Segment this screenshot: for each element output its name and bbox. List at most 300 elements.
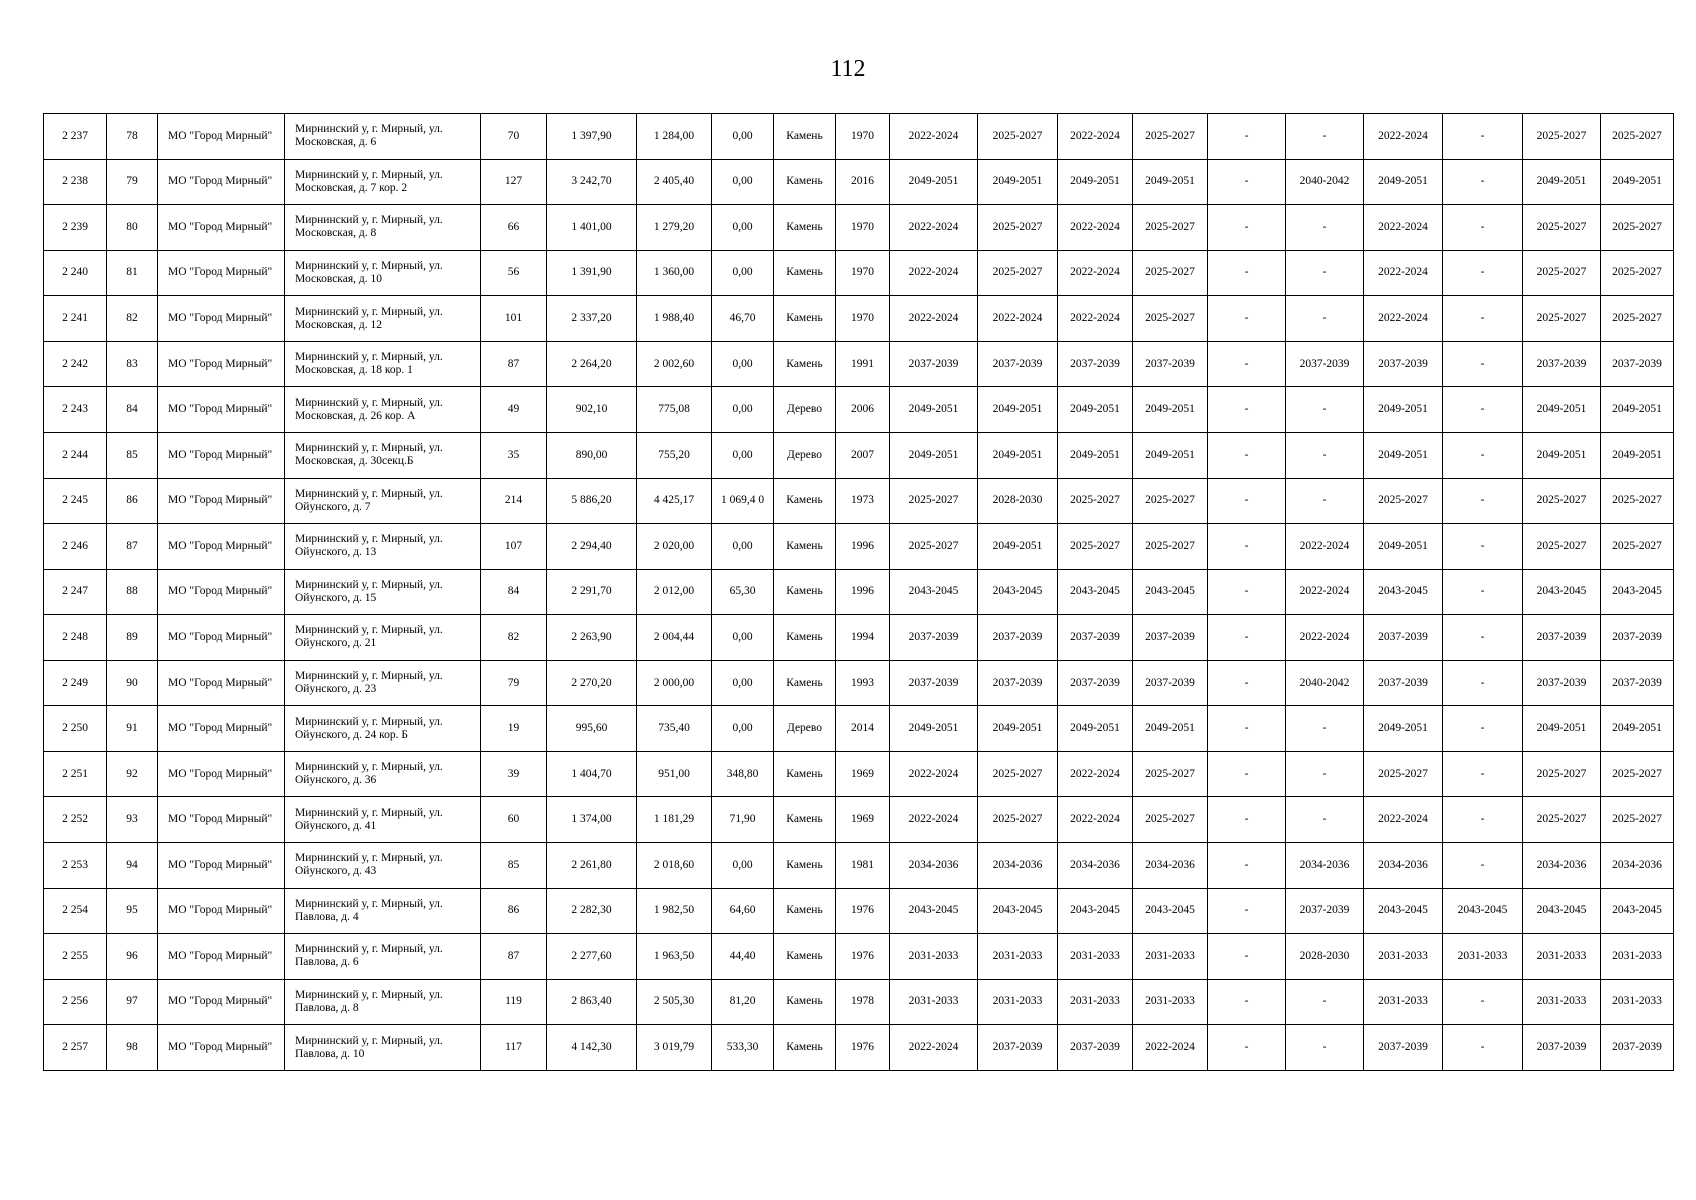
- cell-period-8: -: [1443, 114, 1523, 160]
- cell-period-9: 2025-2027: [1523, 478, 1601, 524]
- cell-municipality: МО "Город Мирный": [158, 114, 285, 160]
- cell-period-2: 2031-2033: [978, 979, 1058, 1025]
- cell-period-6: -: [1286, 250, 1364, 296]
- housing-registry-table: [43, 113, 1674, 1071]
- cell-residents-count: 82: [481, 615, 547, 661]
- cell-residents-count: 56: [481, 250, 547, 296]
- cell-period-9: 2037-2039: [1523, 615, 1601, 661]
- cell-period-3: 2022-2024: [1058, 296, 1133, 342]
- cell-wall-material: Камень: [774, 843, 836, 889]
- cell-period-8: -: [1443, 387, 1523, 433]
- cell-period-7: 2031-2033: [1364, 979, 1443, 1025]
- cell-period-2: 2034-2036: [978, 843, 1058, 889]
- cell-period-7: 2022-2024: [1364, 205, 1443, 251]
- cell-period-8: 2043-2045: [1443, 888, 1523, 934]
- cell-period-1: 2031-2033: [890, 934, 978, 980]
- cell-period-5: -: [1208, 934, 1286, 980]
- cell-residential-area: 775,08: [637, 387, 712, 433]
- cell-municipality: МО "Город Мирный": [158, 751, 285, 797]
- cell-total-area: 2 264,20: [547, 341, 637, 387]
- cell-period-5: -: [1208, 888, 1286, 934]
- cell-period-4: 2031-2033: [1133, 934, 1208, 980]
- cell-period-7: 2049-2051: [1364, 524, 1443, 570]
- cell-row-number: 2 256: [44, 979, 107, 1025]
- cell-row-number: 2 243: [44, 387, 107, 433]
- cell-residents-count: 87: [481, 341, 547, 387]
- cell-residents-count: 85: [481, 843, 547, 889]
- cell-period-6: -: [1286, 387, 1364, 433]
- cell-municipality: МО "Город Мирный": [158, 615, 285, 661]
- cell-period-4: 2022-2024: [1133, 1025, 1208, 1071]
- cell-period-7: 2043-2045: [1364, 569, 1443, 615]
- cell-municipality: МО "Город Мирный": [158, 979, 285, 1025]
- cell-municipality: МО "Город Мирный": [158, 797, 285, 843]
- cell-residential-area: 2 020,00: [637, 524, 712, 570]
- cell-period-1: 2025-2027: [890, 478, 978, 524]
- cell-municipality: МО "Город Мирный": [158, 478, 285, 524]
- cell-item-number: 83: [107, 341, 158, 387]
- cell-item-number: 97: [107, 979, 158, 1025]
- cell-row-number: 2 247: [44, 569, 107, 615]
- cell-period-8: -: [1443, 843, 1523, 889]
- cell-period-5: -: [1208, 706, 1286, 752]
- cell-period-1: 2037-2039: [890, 615, 978, 661]
- cell-address: Мирнинский у, г. Мирный, ул. Московская, д. 8: [285, 205, 481, 251]
- cell-period-3: 2031-2033: [1058, 979, 1133, 1025]
- cell-build-year: 1976: [836, 888, 890, 934]
- cell-item-number: 93: [107, 797, 158, 843]
- cell-address: Мирнинский у, г. Мирный, ул. Московская, д. 10: [285, 250, 481, 296]
- cell-period-4: 2025-2027: [1133, 751, 1208, 797]
- cell-item-number: 94: [107, 843, 158, 889]
- cell-total-area: 5 886,20: [547, 478, 637, 524]
- cell-build-year: 1969: [836, 797, 890, 843]
- table-row: [44, 114, 1674, 160]
- cell-period-2: 2028-2030: [978, 478, 1058, 524]
- cell-period-2: 2031-2033: [978, 934, 1058, 980]
- cell-period-4: 2025-2027: [1133, 524, 1208, 570]
- table-row: [44, 979, 1674, 1025]
- cell-wall-material: Камень: [774, 478, 836, 524]
- cell-nonresidential-area: 533,30: [712, 1025, 774, 1071]
- cell-wall-material: Камень: [774, 524, 836, 570]
- table-row: [44, 387, 1674, 433]
- cell-period-6: -: [1286, 1025, 1364, 1071]
- cell-period-4: 2049-2051: [1133, 706, 1208, 752]
- cell-period-6: -: [1286, 706, 1364, 752]
- cell-period-10: 2037-2039: [1601, 341, 1674, 387]
- cell-total-area: 2 261,80: [547, 843, 637, 889]
- cell-wall-material: Камень: [774, 934, 836, 980]
- cell-total-area: 3 242,70: [547, 159, 637, 205]
- cell-wall-material: Камень: [774, 751, 836, 797]
- cell-item-number: 91: [107, 706, 158, 752]
- cell-period-3: 2025-2027: [1058, 478, 1133, 524]
- cell-period-7: 2022-2024: [1364, 797, 1443, 843]
- cell-row-number: 2 248: [44, 615, 107, 661]
- cell-item-number: 81: [107, 250, 158, 296]
- cell-total-area: 4 142,30: [547, 1025, 637, 1071]
- cell-period-7: 2025-2027: [1364, 751, 1443, 797]
- cell-wall-material: Камень: [774, 341, 836, 387]
- table-row: [44, 934, 1674, 980]
- cell-total-area: 2 263,90: [547, 615, 637, 661]
- cell-residential-area: 2 000,00: [637, 660, 712, 706]
- cell-wall-material: Дерево: [774, 432, 836, 478]
- cell-wall-material: Дерево: [774, 387, 836, 433]
- cell-period-10: 2031-2033: [1601, 979, 1674, 1025]
- cell-period-10: 2025-2027: [1601, 478, 1674, 524]
- cell-address: Мирнинский у, г. Мирный, ул. Павлова, д. 6: [285, 934, 481, 980]
- cell-nonresidential-area: 0,00: [712, 660, 774, 706]
- cell-period-5: -: [1208, 159, 1286, 205]
- cell-item-number: 96: [107, 934, 158, 980]
- cell-period-8: -: [1443, 205, 1523, 251]
- cell-period-5: -: [1208, 432, 1286, 478]
- cell-nonresidential-area: 65,30: [712, 569, 774, 615]
- cell-period-10: 2025-2027: [1601, 250, 1674, 296]
- cell-period-3: 2031-2033: [1058, 934, 1133, 980]
- cell-row-number: 2 242: [44, 341, 107, 387]
- cell-municipality: МО "Город Мирный": [158, 524, 285, 570]
- cell-wall-material: Камень: [774, 615, 836, 661]
- cell-period-10: 2049-2051: [1601, 706, 1674, 752]
- cell-residential-area: 755,20: [637, 432, 712, 478]
- cell-period-5: -: [1208, 524, 1286, 570]
- cell-residents-count: 107: [481, 524, 547, 570]
- cell-period-9: 2031-2033: [1523, 934, 1601, 980]
- cell-period-4: 2049-2051: [1133, 387, 1208, 433]
- cell-municipality: МО "Город Мирный": [158, 159, 285, 205]
- cell-residential-area: 2 002,60: [637, 341, 712, 387]
- cell-total-area: 2 282,30: [547, 888, 637, 934]
- cell-period-1: 2022-2024: [890, 114, 978, 160]
- cell-address: Мирнинский у, г. Мирный, ул. Московская, д. 30секц.Б: [285, 432, 481, 478]
- cell-period-1: 2049-2051: [890, 706, 978, 752]
- cell-period-9: 2049-2051: [1523, 432, 1601, 478]
- table-row: [44, 1025, 1674, 1071]
- cell-nonresidential-area: 0,00: [712, 341, 774, 387]
- cell-address: Мирнинский у, г. Мирный, ул. Павлова, д. 4: [285, 888, 481, 934]
- cell-period-2: 2037-2039: [978, 660, 1058, 706]
- cell-municipality: МО "Город Мирный": [158, 296, 285, 342]
- cell-period-3: 2022-2024: [1058, 751, 1133, 797]
- cell-period-1: 2022-2024: [890, 1025, 978, 1071]
- cell-period-4: 2031-2033: [1133, 979, 1208, 1025]
- cell-period-1: 2049-2051: [890, 159, 978, 205]
- cell-period-9: 2025-2027: [1523, 751, 1601, 797]
- cell-municipality: МО "Город Мирный": [158, 387, 285, 433]
- cell-period-8: -: [1443, 478, 1523, 524]
- cell-row-number: 2 245: [44, 478, 107, 524]
- cell-build-year: 1976: [836, 1025, 890, 1071]
- cell-build-year: 2006: [836, 387, 890, 433]
- cell-period-10: 2025-2027: [1601, 114, 1674, 160]
- cell-residents-count: 84: [481, 569, 547, 615]
- cell-period-10: 2037-2039: [1601, 1025, 1674, 1071]
- cell-residents-count: 101: [481, 296, 547, 342]
- cell-period-2: 2025-2027: [978, 114, 1058, 160]
- cell-period-7: 2037-2039: [1364, 341, 1443, 387]
- cell-nonresidential-area: 0,00: [712, 615, 774, 661]
- cell-period-1: 2034-2036: [890, 843, 978, 889]
- cell-period-6: -: [1286, 979, 1364, 1025]
- cell-period-4: 2043-2045: [1133, 888, 1208, 934]
- cell-residential-area: 1 181,29: [637, 797, 712, 843]
- cell-period-8: -: [1443, 159, 1523, 205]
- cell-total-area: 1 374,00: [547, 797, 637, 843]
- cell-residents-count: 66: [481, 205, 547, 251]
- cell-municipality: МО "Город Мирный": [158, 250, 285, 296]
- cell-row-number: 2 250: [44, 706, 107, 752]
- cell-period-2: 2043-2045: [978, 569, 1058, 615]
- cell-build-year: 1969: [836, 751, 890, 797]
- cell-period-5: -: [1208, 250, 1286, 296]
- cell-period-1: 2049-2051: [890, 432, 978, 478]
- cell-period-9: 2049-2051: [1523, 706, 1601, 752]
- cell-period-6: -: [1286, 432, 1364, 478]
- cell-period-4: 2025-2027: [1133, 114, 1208, 160]
- cell-municipality: МО "Город Мирный": [158, 205, 285, 251]
- cell-period-10: 2049-2051: [1601, 387, 1674, 433]
- cell-period-4: 2025-2027: [1133, 478, 1208, 524]
- cell-total-area: 890,00: [547, 432, 637, 478]
- table-row: [44, 797, 1674, 843]
- cell-period-8: -: [1443, 660, 1523, 706]
- cell-period-9: 2049-2051: [1523, 159, 1601, 205]
- cell-item-number: 88: [107, 569, 158, 615]
- table-row: [44, 478, 1674, 524]
- cell-period-3: 2034-2036: [1058, 843, 1133, 889]
- cell-period-1: 2022-2024: [890, 296, 978, 342]
- cell-period-9: 2025-2027: [1523, 205, 1601, 251]
- cell-residential-area: 1 360,00: [637, 250, 712, 296]
- cell-address: Мирнинский у, г. Мирный, ул. Московская, д. 7 кор. 2: [285, 159, 481, 205]
- cell-period-8: -: [1443, 569, 1523, 615]
- cell-nonresidential-area: 0,00: [712, 706, 774, 752]
- cell-wall-material: Камень: [774, 296, 836, 342]
- cell-address: Мирнинский у, г. Мирный, ул. Ойунского, д. 41: [285, 797, 481, 843]
- cell-period-2: 2025-2027: [978, 797, 1058, 843]
- cell-nonresidential-area: 44,40: [712, 934, 774, 980]
- cell-period-8: -: [1443, 432, 1523, 478]
- cell-period-3: 2037-2039: [1058, 1025, 1133, 1071]
- cell-row-number: 2 249: [44, 660, 107, 706]
- cell-period-10: 2025-2027: [1601, 296, 1674, 342]
- cell-period-8: -: [1443, 751, 1523, 797]
- cell-build-year: 1970: [836, 205, 890, 251]
- cell-residential-area: 735,40: [637, 706, 712, 752]
- cell-period-4: 2025-2027: [1133, 296, 1208, 342]
- cell-period-1: 2037-2039: [890, 341, 978, 387]
- cell-build-year: 1978: [836, 979, 890, 1025]
- cell-address: Мирнинский у, г. Мирный, ул. Московская, д. 6: [285, 114, 481, 160]
- table-row: [44, 432, 1674, 478]
- cell-period-7: 2034-2036: [1364, 843, 1443, 889]
- cell-residential-area: 4 425,17: [637, 478, 712, 524]
- cell-nonresidential-area: 348,80: [712, 751, 774, 797]
- cell-municipality: МО "Город Мирный": [158, 660, 285, 706]
- cell-total-area: 2 270,20: [547, 660, 637, 706]
- cell-period-10: 2025-2027: [1601, 751, 1674, 797]
- cell-period-10: 2037-2039: [1601, 660, 1674, 706]
- table-row: [44, 843, 1674, 889]
- cell-period-7: 2037-2039: [1364, 660, 1443, 706]
- cell-wall-material: Камень: [774, 979, 836, 1025]
- cell-period-4: 2037-2039: [1133, 660, 1208, 706]
- cell-period-3: 2025-2027: [1058, 524, 1133, 570]
- cell-period-9: 2031-2033: [1523, 979, 1601, 1025]
- cell-period-10: 2043-2045: [1601, 569, 1674, 615]
- cell-municipality: МО "Город Мирный": [158, 341, 285, 387]
- cell-address: Мирнинский у, г. Мирный, ул. Ойунского, д. 15: [285, 569, 481, 615]
- cell-item-number: 86: [107, 478, 158, 524]
- cell-period-7: 2022-2024: [1364, 114, 1443, 160]
- cell-item-number: 87: [107, 524, 158, 570]
- cell-period-3: 2022-2024: [1058, 114, 1133, 160]
- cell-residents-count: 127: [481, 159, 547, 205]
- cell-residential-area: 1 279,20: [637, 205, 712, 251]
- cell-item-number: 79: [107, 159, 158, 205]
- cell-period-7: 2022-2024: [1364, 250, 1443, 296]
- table-row: [44, 888, 1674, 934]
- cell-period-6: -: [1286, 205, 1364, 251]
- cell-period-5: -: [1208, 387, 1286, 433]
- cell-total-area: 995,60: [547, 706, 637, 752]
- cell-period-7: 2025-2027: [1364, 478, 1443, 524]
- cell-nonresidential-area: 0,00: [712, 432, 774, 478]
- cell-period-5: -: [1208, 843, 1286, 889]
- cell-period-3: 2043-2045: [1058, 569, 1133, 615]
- cell-address: Мирнинский у, г. Мирный, ул. Ойунского, д. 36: [285, 751, 481, 797]
- cell-total-area: 2 863,40: [547, 979, 637, 1025]
- cell-period-10: 2031-2033: [1601, 934, 1674, 980]
- cell-build-year: 2016: [836, 159, 890, 205]
- cell-total-area: 2 277,60: [547, 934, 637, 980]
- cell-period-2: 2049-2051: [978, 432, 1058, 478]
- cell-address: Мирнинский у, г. Мирный, ул. Московская, д. 18 кор. 1: [285, 341, 481, 387]
- cell-build-year: 2007: [836, 432, 890, 478]
- cell-residential-area: 2 018,60: [637, 843, 712, 889]
- cell-nonresidential-area: 0,00: [712, 205, 774, 251]
- cell-residential-area: 1 963,50: [637, 934, 712, 980]
- cell-period-8: -: [1443, 706, 1523, 752]
- cell-row-number: 2 251: [44, 751, 107, 797]
- cell-address: Мирнинский у, г. Мирный, ул. Ойунского, д. 23: [285, 660, 481, 706]
- table-row: [44, 250, 1674, 296]
- cell-wall-material: Дерево: [774, 706, 836, 752]
- cell-address: Мирнинский у, г. Мирный, ул. Ойунского, д. 7: [285, 478, 481, 524]
- cell-total-area: 2 291,70: [547, 569, 637, 615]
- cell-period-5: -: [1208, 114, 1286, 160]
- cell-period-3: 2037-2039: [1058, 341, 1133, 387]
- cell-period-2: 2049-2051: [978, 387, 1058, 433]
- cell-build-year: 1981: [836, 843, 890, 889]
- cell-period-5: -: [1208, 569, 1286, 615]
- cell-period-9: 2034-2036: [1523, 843, 1601, 889]
- cell-period-6: 2037-2039: [1286, 341, 1364, 387]
- cell-row-number: 2 241: [44, 296, 107, 342]
- cell-period-8: -: [1443, 615, 1523, 661]
- cell-item-number: 80: [107, 205, 158, 251]
- cell-nonresidential-area: 81,20: [712, 979, 774, 1025]
- cell-period-5: -: [1208, 660, 1286, 706]
- cell-nonresidential-area: 1 069,4 0: [712, 478, 774, 524]
- cell-period-1: 2043-2045: [890, 569, 978, 615]
- cell-period-6: 2040-2042: [1286, 660, 1364, 706]
- cell-period-9: 2025-2027: [1523, 797, 1601, 843]
- cell-build-year: 1970: [836, 114, 890, 160]
- cell-period-5: -: [1208, 478, 1286, 524]
- cell-residents-count: 49: [481, 387, 547, 433]
- cell-period-2: 2049-2051: [978, 159, 1058, 205]
- cell-period-2: 2022-2024: [978, 296, 1058, 342]
- cell-period-2: 2037-2039: [978, 341, 1058, 387]
- cell-period-5: -: [1208, 979, 1286, 1025]
- cell-build-year: 1973: [836, 478, 890, 524]
- cell-period-9: 2025-2027: [1523, 114, 1601, 160]
- cell-row-number: 2 252: [44, 797, 107, 843]
- cell-period-1: 2031-2033: [890, 979, 978, 1025]
- cell-item-number: 82: [107, 296, 158, 342]
- cell-address: Мирнинский у, г. Мирный, ул. Московская, д. 26 кор. А: [285, 387, 481, 433]
- cell-item-number: 95: [107, 888, 158, 934]
- cell-period-7: 2037-2039: [1364, 1025, 1443, 1071]
- cell-period-6: 2028-2030: [1286, 934, 1364, 980]
- table-row: [44, 341, 1674, 387]
- cell-period-8: 2031-2033: [1443, 934, 1523, 980]
- cell-period-3: 2037-2039: [1058, 660, 1133, 706]
- cell-address: Мирнинский у, г. Мирный, ул. Ойунского, д. 13: [285, 524, 481, 570]
- cell-period-9: 2049-2051: [1523, 387, 1601, 433]
- cell-nonresidential-area: 71,90: [712, 797, 774, 843]
- cell-period-5: -: [1208, 751, 1286, 797]
- cell-period-6: -: [1286, 751, 1364, 797]
- cell-residential-area: 3 019,79: [637, 1025, 712, 1071]
- cell-item-number: 78: [107, 114, 158, 160]
- cell-total-area: 1 397,90: [547, 114, 637, 160]
- cell-wall-material: Камень: [774, 114, 836, 160]
- cell-residents-count: 119: [481, 979, 547, 1025]
- cell-wall-material: Камень: [774, 205, 836, 251]
- cell-wall-material: Камень: [774, 1025, 836, 1071]
- cell-period-1: 2037-2039: [890, 660, 978, 706]
- cell-period-4: 2049-2051: [1133, 159, 1208, 205]
- cell-municipality: МО "Город Мирный": [158, 843, 285, 889]
- cell-period-5: -: [1208, 615, 1286, 661]
- cell-nonresidential-area: 0,00: [712, 159, 774, 205]
- cell-period-7: 2043-2045: [1364, 888, 1443, 934]
- cell-build-year: 1970: [836, 250, 890, 296]
- cell-address: Мирнинский у, г. Мирный, ул. Ойунского, д. 21: [285, 615, 481, 661]
- cell-nonresidential-area: 0,00: [712, 843, 774, 889]
- cell-total-area: 902,10: [547, 387, 637, 433]
- cell-period-6: 2022-2024: [1286, 524, 1364, 570]
- cell-total-area: 2 337,20: [547, 296, 637, 342]
- cell-address: Мирнинский у, г. Мирный, ул. Павлова, д. 8: [285, 979, 481, 1025]
- cell-item-number: 85: [107, 432, 158, 478]
- cell-period-6: -: [1286, 296, 1364, 342]
- cell-period-8: -: [1443, 341, 1523, 387]
- cell-period-4: 2049-2051: [1133, 432, 1208, 478]
- cell-row-number: 2 237: [44, 114, 107, 160]
- cell-item-number: 89: [107, 615, 158, 661]
- cell-item-number: 90: [107, 660, 158, 706]
- cell-residential-area: 2 004,44: [637, 615, 712, 661]
- cell-build-year: 1991: [836, 341, 890, 387]
- cell-period-3: 2022-2024: [1058, 250, 1133, 296]
- cell-period-5: -: [1208, 797, 1286, 843]
